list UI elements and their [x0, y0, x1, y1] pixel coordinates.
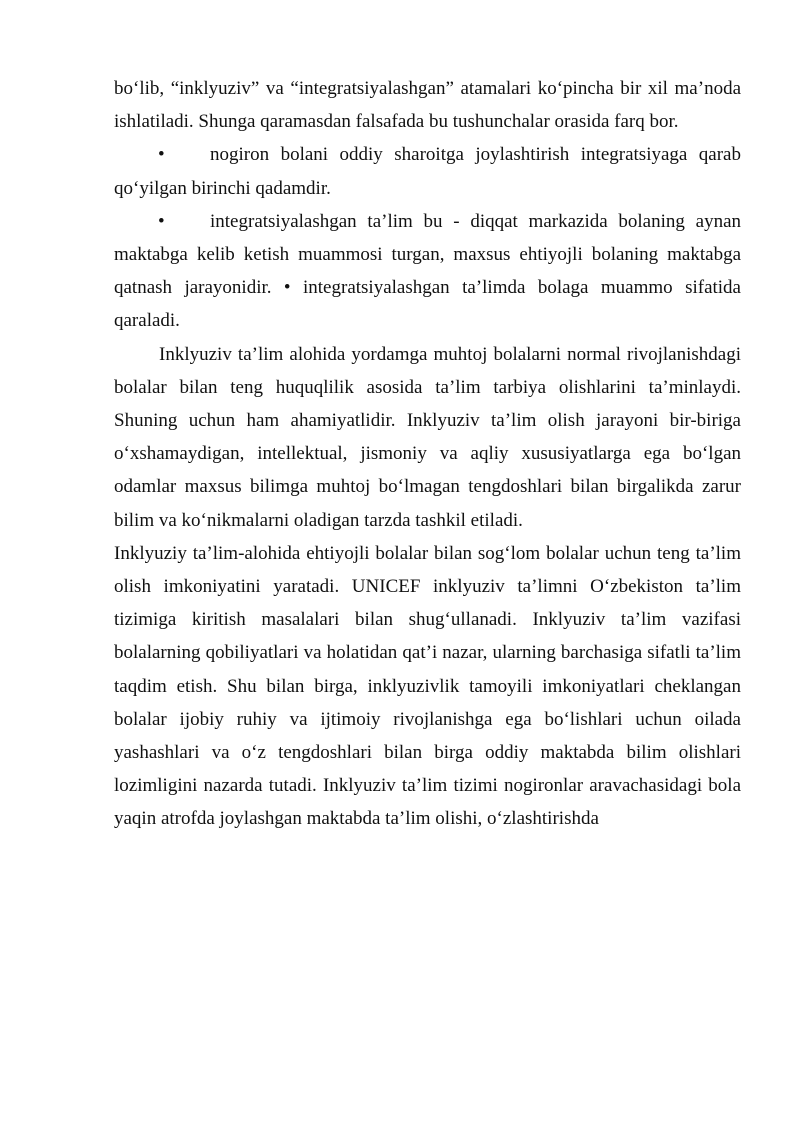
paragraph-terms-intro: bo‘lib, “inklyuziv” va “integratsiyalashgan” atamalari ko‘pincha bir xil ma’noda ishlatiladi. Shunga qaramasdan falsafada bu tushunchalar orasida farq bor.	[114, 78, 741, 133]
bullet-item-first-step	[114, 138, 741, 204]
paragraph-inclusive-education-definition: Inklyuziv ta’lim alohida yordamga muhtoj bolalarni normal rivojlanishdagi bolalar bilan teng huquqlilik asosida ta’lim tarbiya olishlarini ta’minlaydi. Shuning uchun ham ahamiyatlidir. Inklyuziv ta’lim olish jarayoni bir-biriga o‘xshamaydigan, intellektual, jismoniy va aqliy xususiyatlarga ega bo‘lgan odamlar maxsus bilimga muhtoj bo‘lmagan tengdoshlari bilan birgalikda zarur bilim va ko‘nikmalarni oladigan tarzda tashkil etiladi.	[114, 343, 741, 531]
bullet-item-integrated-education	[114, 205, 741, 338]
document-body	[114, 72, 741, 836]
bullet-icon: •	[158, 210, 165, 232]
bullet-item-text: integratsiyalashgan ta’lim bu - diqqat markazida bolaning aynan maktabga kelib ketish muammosi turgan, maxsus ehtiyojli bolaning maktabga qatnash jarayonidir. • integratsiyalashgan ta’limda bolaga muammo sifatida qaraladi.	[114, 210, 741, 332]
bullet-item-text: nogiron bolani oddiy sharoitga joylashtirish integratsiyaga qarab qo‘yilgan birinchi qadamdir.	[114, 144, 741, 199]
bullet-icon: •	[158, 144, 165, 166]
paragraph-inclusive-education-unicef: Inklyuziy ta’lim-alohida ehtiyojli bolalar bilan sog‘lom bolalar uchun teng ta’lim olish imkoniyatini yaratadi. UNICEF inklyuziv ta’limni O‘zbekiston ta’lim tizimiga kiritish masalalari bilan shug‘ullanadi. Inklyuziv ta’lim vazifasi bolalarning qobiliyatlari va holatidan qat’i nazar, ularning barchasiga sifatli ta’lim taqdim etish. Shu bilan birga, inklyuzivlik tamoyili imkoniyatlari cheklangan bolalar ijobiy ruhiy va ijtimoiy rivojlanishga ega bo‘lishlari uchun oilada yashashlari va o‘z tengdoshlari bilan birga oddiy maktabda bilim olishlari lozimligini nazarda tutadi. Inklyuziv ta’lim tizimi nogironlar aravachasidagi bola yaqin atrofda joylashgan maktabda ta’lim olishi, o‘zlashtirishda	[114, 542, 741, 830]
